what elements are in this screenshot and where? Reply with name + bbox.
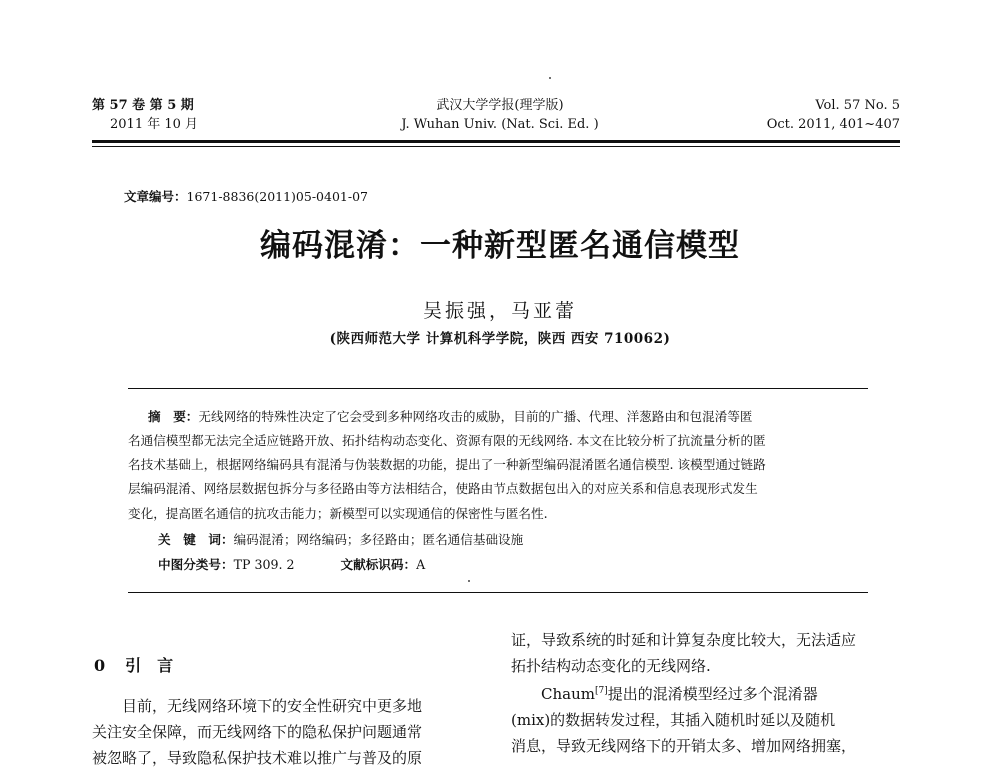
section-heading (94, 653, 173, 676)
abstract-line-4: 层编码混淆、网络层数据包拆分与多径路由等方法相结合，使路由节点数据包出入的对应关系和信息表现形式发生 (128, 481, 758, 496)
abstract-line-1 (128, 408, 868, 426)
doc-code-value: A (416, 557, 426, 572)
abstract-top-rule (128, 388, 868, 389)
doc-code-label: 文献标识码： (340, 557, 417, 572)
date-pages-en: Oct. 2011, 401~407 (766, 117, 900, 132)
section-number: 0 (94, 656, 106, 675)
journal-name-en: J. Wuhan Univ. (Nat. Sci. Ed. ) (401, 117, 599, 132)
clc-label: 中图分类号： (158, 557, 234, 572)
chaum-name: Chaum (511, 685, 595, 703)
left-col-line-3: 被忽略了，导致隐私保护技术难以推广与普及的原 (92, 749, 423, 767)
abstract-label: 摘 要： (148, 409, 199, 424)
journal-name-cn: 武汉大学学报(理学版) (436, 98, 564, 113)
clc-value: TP 309. 2 (233, 557, 295, 572)
right-col-line-4: (mix)的数据转发过程，其插入随机时延以及随机 (511, 711, 836, 729)
header-rule-thick (92, 140, 900, 143)
paper-title: 编码混淆：一种新型匿名通信模型 (260, 228, 740, 264)
scan-speck (549, 77, 551, 79)
left-col-line-2: 关注安全保障，而无线网络下的隐私保护问题通常 (92, 723, 423, 741)
citation-ref: [7] (594, 686, 608, 696)
header-rule-thin (92, 146, 900, 147)
section-title: 引 言 (125, 656, 174, 675)
volume-number-en: Vol. 57 No. 5 (815, 98, 900, 113)
volume-issue: 第 57 卷 第 5 期 (92, 98, 194, 113)
keywords-label: 关 键 词： (158, 532, 234, 547)
scan-speck (468, 580, 470, 582)
abstract-line-2: 名通信模型都无法完全适应链路开放、拓扑结构动态变化、资源有限的无线网络. 本文在比较分析了抗流量分析的匿 (128, 433, 766, 448)
right-col-line-2: 拓扑结构动态变化的无线网络. (511, 657, 711, 675)
author-list: 吴振强，马亚蕾 (422, 300, 577, 322)
abstract-line-3: 名技术基础上，根据网络编码具有混淆与伪装数据的功能，提出了一种新型编码混淆匿名通信模型. 该模型通过链路 (128, 457, 766, 472)
abstract-line-5: 变化，提高匿名通信的抗攻击能力；新模型可以实现通信的保密性与匿名性. (128, 506, 548, 521)
left-col-line-1: 目前，无线网络环境下的安全性研究中更多地 (92, 697, 423, 715)
keywords-value: 编码混淆；网络编码；多径路由；匿名通信基础设施 (233, 532, 524, 547)
right-col-line-5: 消息，导致无线网络下的开销太多、增加网络拥塞， (511, 737, 857, 755)
right-col-line-1: 证，导致系统的时延和计算复杂度比较大，无法适应 (511, 631, 857, 649)
right-col-line-3-rest: 提出的混淆模型经过多个混淆器 (607, 685, 818, 703)
article-number (124, 187, 368, 205)
author-affiliation: (陕西师范大学 计算机科学学院，陕西 西安 710062) (329, 331, 671, 347)
right-col-line-3 (511, 684, 903, 704)
classification-line (158, 556, 558, 574)
issue-date: 2011 年 10 月 (110, 117, 199, 132)
abstract-text-1: 无线网络的特殊性决定了它会受到多种网络攻击的威胁，目前的广播、代理、洋葱路由和包混淆等匿 (198, 409, 753, 424)
article-number-value: 1671-8836(2011)05-0401-07 (186, 189, 368, 204)
abstract-bottom-rule (128, 592, 868, 593)
keywords-line (158, 531, 858, 549)
article-number-label: 文章编号： (124, 189, 187, 204)
